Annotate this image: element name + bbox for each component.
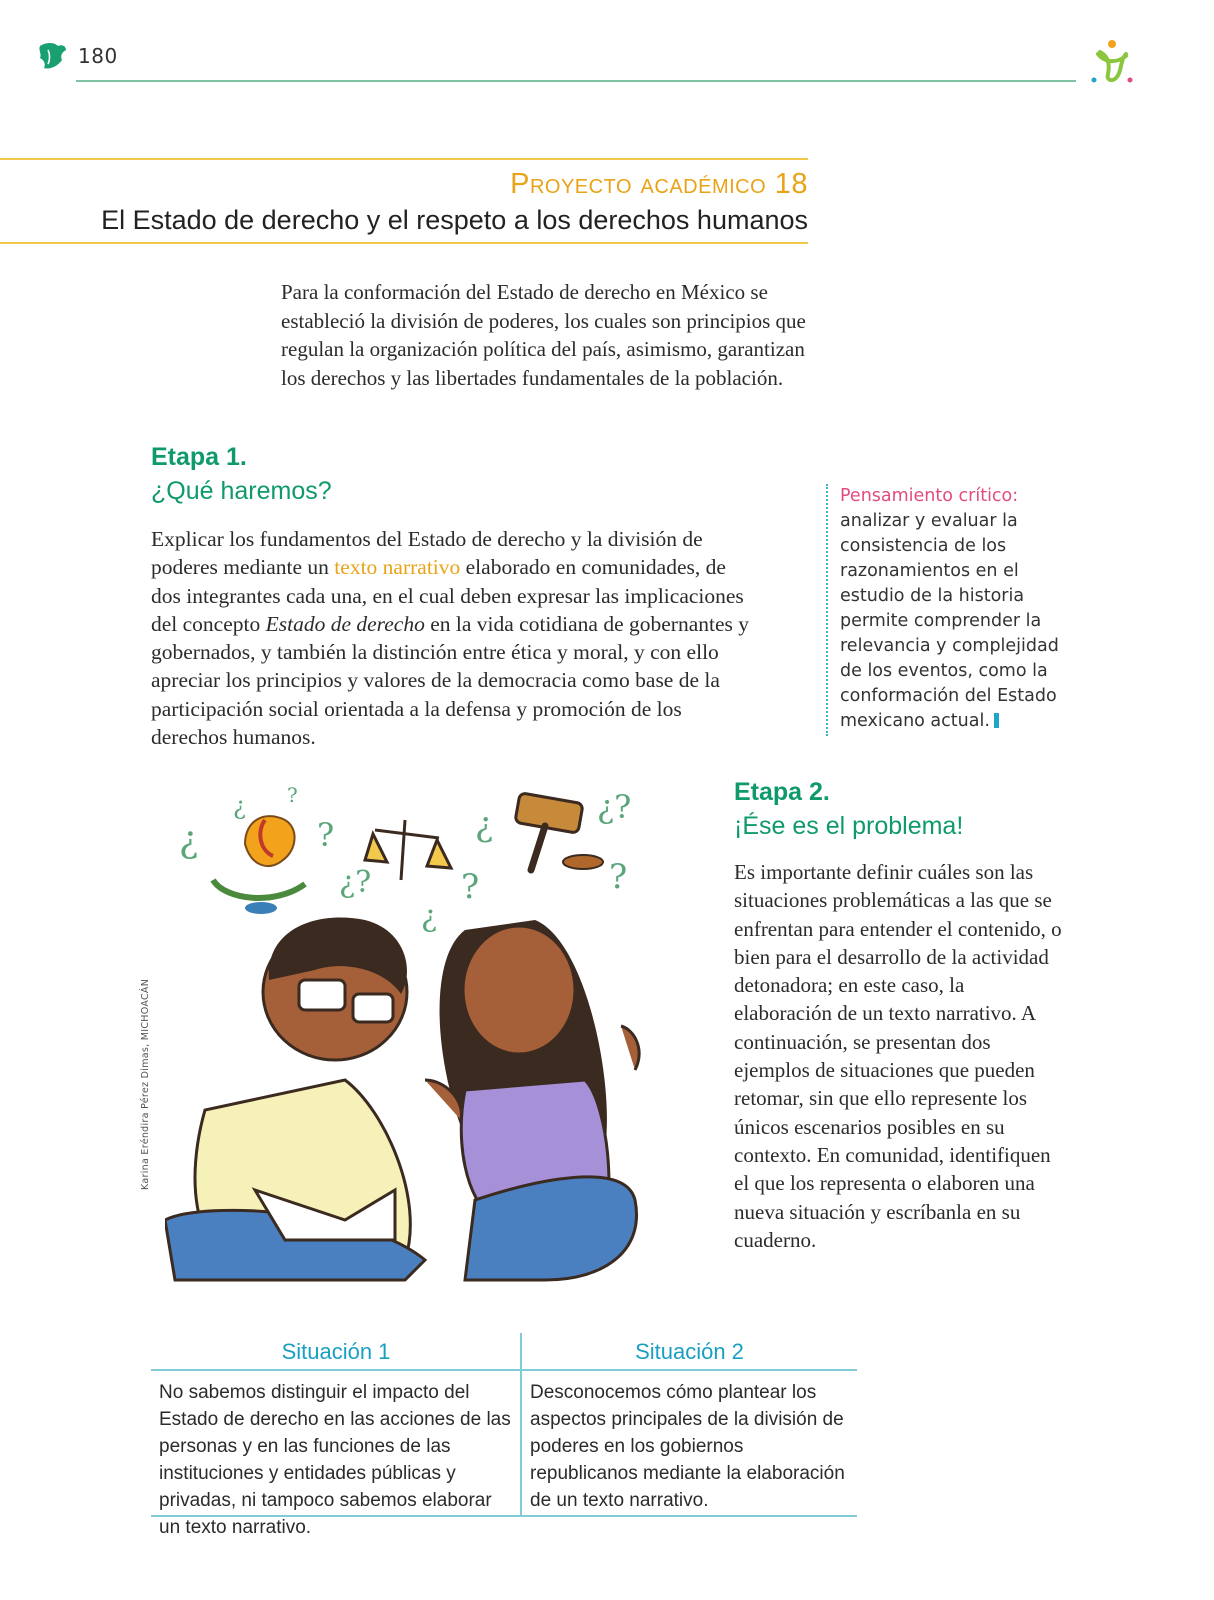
stage2-question: ¡Ése es el problema! (734, 812, 964, 840)
project-title: El Estado de derecho y el respeto a los derechos humanos (101, 205, 808, 235)
situation-1-text: No sabemos distinguir el impacto del Estado de derecho en las acciones de las personas y en las funciones de las instituciones y entidades públicas y privadas, ni tampoco sabemos elaborar un texto narrativo. (159, 1382, 511, 1538)
svg-text:¿: ¿ (421, 899, 438, 934)
glossary-end-mark (994, 713, 999, 728)
situation-1 (151, 1333, 521, 1538)
title-rule-bottom (0, 242, 808, 244)
svg-text:?: ? (317, 816, 335, 854)
boy-figure (165, 918, 425, 1281)
stage1-body-part3: en la vida cotidiana de gobernantes y gobernados, y también la distinción entre ética y moral, y con ello apreciar los principios y valores de la democracia como base de la participación social orientada a la defensa y promoción de los derechos humanos. (151, 611, 750, 750)
intro-paragraph: Para la conformación del Estado de derecho en México se estableció la división de poderes, los cuales son principios que regulan la organización política del país, asimismo, garantizan los derechos y las libertades fundamentales de la población. (281, 280, 806, 390)
students-illustration (165, 780, 695, 1310)
girl-figure (425, 920, 639, 1280)
svg-text:¿?: ¿? (339, 865, 372, 900)
stage1-body-part2: elaborado en comunidades, de dos integrantes cada una, en el cual deben expresar las implicaciones del concepto (151, 555, 744, 636)
nem-logo-icon (1086, 36, 1138, 88)
title-rule-top (0, 158, 808, 160)
svg-text:¿: ¿ (475, 805, 494, 845)
situation-2-text: Desconocemos cómo plantear los aspectos principales de la división de poderes en los gobiernos republicanos mediante la elaboración de un texto narrativo. (530, 1382, 845, 1511)
glossary-box (826, 484, 1081, 736)
stage1-question: ¿Qué haremos? (151, 477, 332, 505)
svg-text:¿: ¿ (179, 820, 199, 861)
page-header (0, 0, 1214, 90)
stage1-body-part1: Explicar los fundamentos del Estado de derecho y la división de poderes mediante un (151, 527, 703, 580)
situation-2-title: Situación 2 (522, 1333, 857, 1371)
stage1-number: Etapa 1. (151, 443, 247, 471)
leaf-emblem-icon (36, 40, 68, 72)
glossary-term: Pensamiento crítico: (840, 486, 1019, 506)
stage1-body-italic: Estado de derecho (265, 611, 425, 636)
page-number: 180 (78, 44, 118, 68)
situations-bottom-rule (151, 1515, 857, 1517)
situation-2 (522, 1333, 857, 1517)
stage1-heading (151, 440, 332, 508)
situation-1-title: Situación 1 (151, 1333, 521, 1371)
stage2-heading (734, 775, 963, 843)
svg-text:?: ? (461, 867, 480, 907)
stage1-body-highlight: texto narrativo (334, 555, 461, 580)
illustration-credit: Karina Eréndira Pérez Dimas, MICHOACÁN (140, 978, 151, 1190)
svg-text:?: ? (609, 857, 628, 897)
svg-text:?: ? (287, 783, 298, 807)
glossary-definition: analizar y evaluar la consistencia de los razonamientos en el estudio de la historia permite comprender la relevancia y complejidad de los eventos, como la conformación del Estado mexicano actual. (840, 511, 1059, 731)
header-rule (76, 80, 1076, 82)
scales-icon (365, 820, 451, 880)
svg-text:¿?: ¿? (597, 788, 632, 826)
stage1-body (151, 525, 751, 751)
gavel-icon (515, 793, 603, 870)
eagle-emblem-icon (213, 816, 305, 914)
svg-text:¿: ¿ (233, 792, 246, 820)
project-label: Proyecto académico 18 (510, 168, 808, 200)
stage2-number: Etapa 2. (734, 778, 830, 806)
stage2-body: Es importante definir cuáles son las situaciones problemáticas a las que se enfrentan para entender el contenido, o bien para el desarrollo de la actividad detonadora; en este caso, la elaboración de un texto narrativo. A continuación, se presentan dos ejemplos de situaciones que pueden retomar, sin que ello represente los únicos escenarios posibles en su contexto. En comunidad, identifiquen el que los representa o elaboren una nueva situación y escríbanla en su cuaderno. (734, 860, 1062, 1252)
situations-table (151, 1333, 857, 1538)
